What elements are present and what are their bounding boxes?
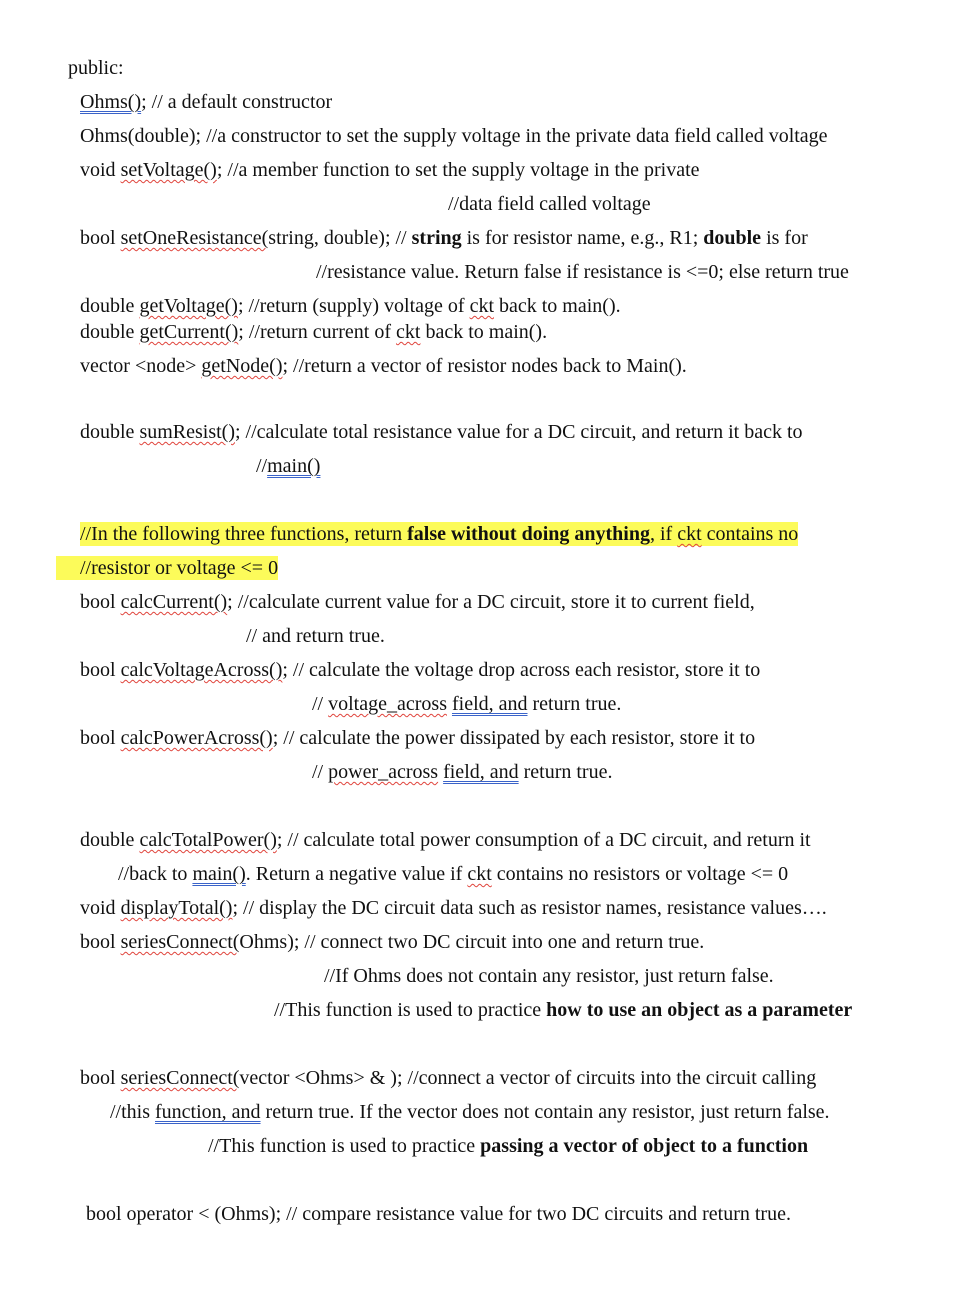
text-segment: // [312, 761, 329, 783]
grammar-flag-word: main() [192, 863, 246, 885]
spellcheck-word: calcPowerAcross() [120, 727, 273, 749]
text-segment: string [411, 227, 462, 249]
spellcheck-word: setVoltage() [120, 159, 217, 181]
text-segment: string, double); // [268, 227, 412, 249]
text-segment: double [80, 321, 140, 343]
spellcheck-word: calcTotalPower() [139, 829, 277, 851]
doc-line [80, 930, 704, 954]
spellcheck-word: seriesConnect( [120, 1067, 240, 1089]
text-segment: ; //return (supply) voltage of [237, 295, 470, 317]
text-segment: ; // calculate the power dissipated by each resistor, store it to [272, 727, 756, 749]
text-segment: bool [80, 659, 121, 681]
text-segment: ; // calculate total power consumption of a DC circuit, and return it [276, 829, 811, 851]
doc-line [208, 1134, 808, 1158]
text-segment: contains no resistors or voltage <= 0 [491, 863, 789, 885]
text-segment: ; //return a vector of resistor nodes back to Main(). [282, 355, 687, 377]
grammar-flag-word: main() [267, 455, 321, 477]
doc-line [80, 294, 621, 318]
doc-line [80, 124, 828, 148]
doc-line [312, 692, 621, 716]
spellcheck-word: sumResist() [139, 421, 235, 443]
text-segment: double [80, 829, 140, 851]
text-segment: return true. [518, 761, 613, 783]
doc-line [316, 260, 849, 284]
text-segment: is for resistor name, e.g., R1; [461, 227, 704, 249]
doc-line [110, 1100, 830, 1124]
doc-line [80, 590, 755, 614]
text-segment: ; // calculate the voltage drop across each resistor, store it to [282, 659, 761, 681]
spellcheck-word: calcVoltageAcross() [120, 659, 283, 681]
text-segment: bool [80, 931, 121, 953]
text-segment: return true. If the vector does not contain any resistor, just return false. [260, 1101, 830, 1123]
text-segment: contains no [701, 523, 799, 545]
grammar-flag-word: function, and [155, 1101, 261, 1123]
text-segment: public: [68, 57, 124, 79]
text-segment: void [80, 897, 121, 919]
doc-line [80, 158, 700, 182]
grammar-flag-word: field, and [451, 693, 528, 715]
doc-line [256, 454, 320, 478]
spellcheck-word: ckt [467, 863, 492, 885]
spellcheck-word: seriesConnect( [120, 931, 240, 953]
text-segment: back to main(). [494, 295, 621, 317]
text-segment: //In the following three functions, return [80, 523, 408, 545]
text-segment: // [312, 693, 329, 715]
text-segment: //If Ohms does not contain any resistor, just return false. [324, 965, 774, 987]
doc-line [448, 192, 651, 216]
doc-line [80, 896, 827, 920]
text-segment: //this [110, 1101, 156, 1123]
text-segment: vector <Ohms> & ); //connect a vector of circuits into the circuit calling [239, 1067, 817, 1089]
text-segment: Ohms(double); //a constructor to set the supply voltage in the private data field called voltage [80, 125, 828, 147]
text-segment: ; // a default constructor [141, 91, 333, 113]
spellcheck-word: ckt [677, 523, 702, 545]
text-segment: return true. [527, 693, 622, 715]
text-segment: ; //calculate current value for a DC circuit, store it to current field, [227, 591, 755, 613]
doc-line [80, 1066, 816, 1090]
doc-line [274, 998, 852, 1022]
text-segment: bool operator < (Ohms); // compare resistance value for two DC circuits and return true. [86, 1203, 791, 1225]
doc-line [80, 726, 755, 750]
spellcheck-word: getNode() [201, 355, 283, 377]
text-segment: //resistor or voltage <= 0 [80, 557, 279, 579]
doc-line [68, 56, 124, 80]
doc-line [80, 320, 547, 344]
text-segment: Ohms); // connect two DC circuit into one and return true. [239, 931, 705, 953]
spellcheck-word: ckt [469, 295, 494, 317]
text-segment: false without doing anything [407, 523, 650, 545]
text-segment: how to use an object as a parameter [546, 999, 853, 1021]
doc-line [86, 1202, 791, 1226]
text-segment: // [256, 455, 268, 477]
text-segment: ; //calculate total resistance value for a DC circuit, and return it back to [235, 421, 803, 443]
text-segment: double [80, 421, 140, 443]
doc-line [118, 862, 788, 886]
doc-line [246, 624, 385, 648]
doc-line [80, 658, 760, 682]
doc-line [324, 964, 774, 988]
grammar-flag-word: Ohms() [80, 91, 142, 113]
text-segment: double [80, 295, 140, 317]
doc-line [80, 522, 798, 546]
spellcheck-word: setOneResistance( [120, 227, 269, 249]
doc-line [80, 420, 803, 444]
text-segment: ; //return current of [238, 321, 397, 343]
text-segment: vector <node> [80, 355, 202, 377]
spellcheck-word: getCurrent() [139, 321, 239, 343]
doc-line [312, 760, 612, 784]
text-segment: is for [761, 227, 808, 249]
text-segment: bool [80, 1067, 121, 1089]
doc-line [56, 556, 278, 580]
grammar-flag-word: field, and [443, 761, 519, 783]
text-segment: // and return true. [246, 625, 385, 647]
spellcheck-word: voltage_across [328, 693, 447, 715]
doc-line [80, 90, 332, 114]
text-segment: //This function is used to practice [274, 999, 547, 1021]
text-segment: back to main(). [420, 321, 548, 343]
text-segment: bool [80, 727, 121, 749]
text-segment: //resistance value. Return false if resistance is <=0; else return true [316, 261, 849, 283]
doc-line [80, 226, 808, 250]
text-segment: void [80, 159, 121, 181]
text-segment: //data field called voltage [448, 193, 651, 215]
text-segment: bool [80, 227, 121, 249]
text-segment: passing a vector of object to a function [480, 1135, 809, 1157]
spellcheck-word: calcCurrent() [120, 591, 228, 613]
text-segment: ; //a member function to set the supply voltage in the private [216, 159, 700, 181]
text-segment: double [703, 227, 762, 249]
doc-line [80, 354, 687, 378]
doc-line [80, 828, 811, 852]
text-segment: ; // display the DC circuit data such as resistor names, resistance values…. [232, 897, 827, 919]
spellcheck-word: displayTotal() [120, 897, 233, 919]
text-segment: bool [80, 591, 121, 613]
text-segment: //back to [118, 863, 193, 885]
spellcheck-word: power_across [328, 761, 439, 783]
spellcheck-word: ckt [396, 321, 421, 343]
text-segment: //This function is used to practice [208, 1135, 481, 1157]
spellcheck-word: getVoltage() [139, 295, 238, 317]
text-segment: , if [649, 523, 678, 545]
text-segment: . Return a negative value if [245, 863, 468, 885]
